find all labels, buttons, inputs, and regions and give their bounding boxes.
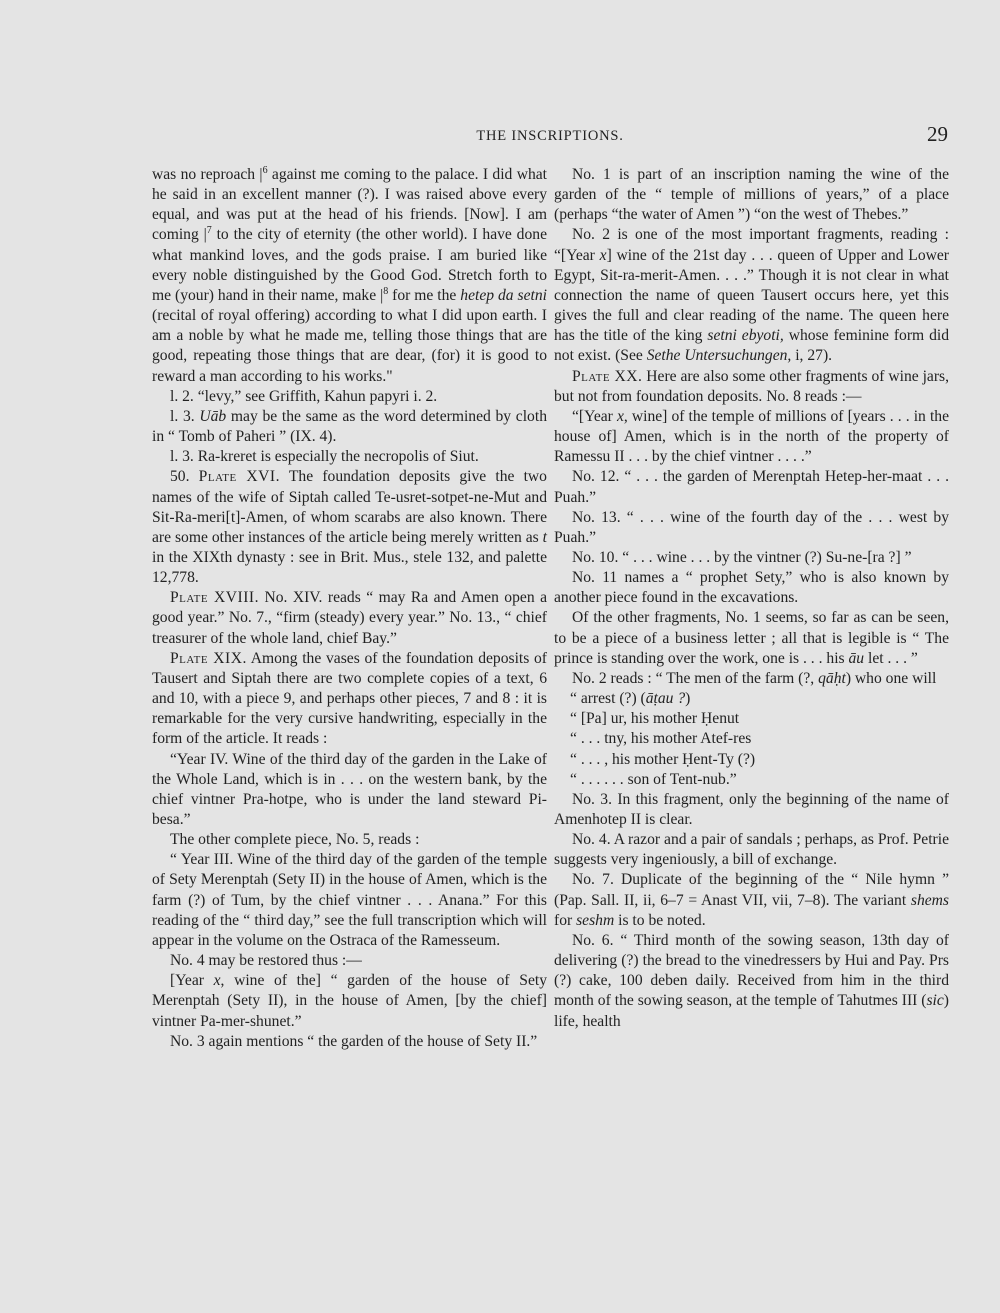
text-run: let . . . ” <box>864 649 918 667</box>
paragraph <box>554 870 949 930</box>
text-run: whose feminine form did not exist. (See <box>554 327 949 365</box>
paragraph <box>554 548 949 568</box>
text-run: ) life, health <box>554 992 949 1030</box>
paragraph <box>152 447 547 467</box>
text-run: āu <box>848 649 865 667</box>
paragraph <box>152 971 547 1031</box>
text-run: No. 1 is part of an inscription naming the wine of the garden of the “ temple of millions of years,” of a place (perhaps “the water of Amen ”) “on the west of Thebes.” <box>554 166 949 224</box>
text-run: x <box>616 407 624 425</box>
text-run: l. 2. “levy,” see Griffith, Kahun papyri i. 2. <box>170 387 438 405</box>
paragraph <box>152 165 547 387</box>
text-run: No. 6. “ Third month of the sowing season, 13th day of delivering (?) the bread to the vinedressers by Hui and Pay. Prs (?) cake, 100 deben daily. Received from him in the third month of the sowing season, at the temple of Tahutmes III ( <box>554 931 949 1010</box>
text-run: 50. <box>170 468 199 486</box>
line-marker: 8 <box>383 285 389 297</box>
text-run: No. 11 names a “ prophet Sety,” who is also known by another piece found in the excavations. <box>554 569 949 607</box>
paragraph <box>152 850 547 951</box>
text-run: No. 4 may be restored thus :— <box>170 952 362 970</box>
left-text-column <box>152 165 547 1052</box>
text-run: No. 2 reads : “ The men of the farm (?, <box>572 669 819 687</box>
text-run: No. XIV. reads “ may Ra and Amen open a good year.” No. 7., “firm (steady) every year.” No. 13., “ chief treasurer of the whole land, chief Bay.” <box>152 589 547 647</box>
paragraph <box>554 790 949 830</box>
text-run: x <box>213 972 221 990</box>
page-number: 29 <box>927 122 948 146</box>
paragraph <box>554 508 949 548</box>
paragraph <box>554 709 949 729</box>
paragraph <box>554 225 949 366</box>
running-title: THE INSCRIPTIONS. <box>476 128 624 144</box>
text-run: [Year <box>170 972 214 990</box>
text-run: (recital of royal offering) according to what I did upon earth. I am a noble by what he made me, telling those things that are good, repeating those things that are dear, (for) it is good to reward a man according to his works." <box>152 307 547 385</box>
paragraph <box>152 467 547 588</box>
text-run: The other complete piece, No. 5, reads : <box>170 831 420 849</box>
text-run: is to be noted. <box>614 911 706 929</box>
paragraph <box>152 830 547 850</box>
text-run: i, 27). <box>791 347 833 365</box>
text-run: No. 12. “ . . . the garden of Merenptah Hetep-her-maat . . . Puah.” <box>554 468 949 506</box>
text-run: “ Year III. Wine of the third day of the garden of the temple of Sety Merenptah (Sety II) in the house of Amen, which is the farm (?) of Tum, by the chief vintner . . . Anana.” For this reading of the “ third day,” see the full transcription which will appear in the volume on the Ostraca of the Ramesseum. <box>152 851 547 949</box>
text-run: āṭau ? <box>645 690 686 708</box>
text-run: No. 7. Duplicate of the beginning of the “ Nile hymn ” (Pap. Sall. II, ii, 6–7 = Anast VII, vii, 7–8). The variant <box>554 871 949 909</box>
text-run: “ . . . . . . son of Tent-nub.” <box>570 770 737 788</box>
paragraph <box>554 770 949 790</box>
text-run: No. 13. “ . . . wine of the fourth day of the . . . west by Puah.” <box>554 508 949 546</box>
text-run: shems <box>910 891 949 909</box>
paragraph <box>554 830 949 870</box>
paragraph <box>554 367 949 407</box>
paragraph <box>152 387 547 407</box>
text-run: Sethe Untersuchungen, <box>646 347 792 365</box>
text-run: sic <box>926 992 944 1010</box>
line-marker: 6 <box>262 164 268 176</box>
paragraph <box>554 669 949 689</box>
right-text-column <box>554 165 949 1032</box>
text-run: setni ebyoti, <box>707 327 784 345</box>
text-run: Plate XIX. <box>170 649 247 667</box>
paragraph <box>152 750 547 831</box>
paragraph <box>554 165 949 225</box>
text-run: No. 4. A razor and a pair of sandals ; perhaps, as Prof. Petrie suggests very ingeniously, a bill of exchange. <box>554 831 949 869</box>
text-run: hetep da setni <box>460 286 547 304</box>
text-run: “ [Pa] ur, his mother Ḥenut <box>570 710 740 728</box>
paragraph <box>554 608 949 668</box>
paragraph <box>152 649 547 750</box>
text-run: “ . . . , his mother Ḥent-Ty (?) <box>570 750 756 768</box>
text-run: may be the same as the word determined by cloth in “ Tomb of Paheri ” (IX. 4). <box>152 407 547 446</box>
text-run: seshm <box>576 911 615 929</box>
text-run: t <box>542 528 547 546</box>
paragraph <box>554 729 949 749</box>
text-run: to the city of eternity (the other world). I have done what mankind loves, and the gods praise. I am buried like every noble distinguished by the Good God. Stretch forth to me (your) hand in their name, make | <box>152 226 547 304</box>
text-run: The foundation deposits give the two names of the wife of Siptah called Te-usret-sotpet-ne-Mut and Sit-Ra-meri[t]-Amen, of whom scarabs are also known. There are some other instances of the article being merely written as <box>152 468 547 546</box>
text-run: ) <box>685 690 691 708</box>
text-run: “Year IV. Wine of the third day of the garden in the Lake of the Whole Land, which is in . . . on the western bank, by the chief vintner Pra-hotpe, who is under the land steward Pi-besa.” <box>152 750 547 828</box>
text-run: Plate XVIII. <box>170 589 259 607</box>
text-run: for me the <box>388 286 461 304</box>
text-run: Among the vases of the foundation deposits of Tausert and Siptah there are two complete copies of a text, 6 and 10, with a piece 9, and perhaps other pieces, 7 and 8 : it is remarkable for the very cursive handwriting, especially in the form of the article. It reads : <box>152 649 548 748</box>
paragraph <box>554 467 949 507</box>
text-run: ) who one will <box>845 669 937 687</box>
text-run: No. 2 is one of the most important fragments, reading : “[Year <box>554 226 949 264</box>
text-run: “ . . . tny, his mother Atef-res <box>570 730 752 748</box>
text-run: Of the other fragments, No. 1 seems, so far as can be seen, to be a piece of a business letter ; all that is legible is “ The prince is standing over the work, one is . . . his <box>554 609 949 667</box>
paragraph <box>554 750 949 770</box>
text-run: “ arrest (?) ( <box>570 690 646 708</box>
paragraph <box>152 1032 547 1052</box>
paragraph <box>554 407 949 467</box>
paragraph <box>152 951 547 971</box>
text-run: l. 3. Ra-kreret is especially the necropolis of Siut. <box>170 448 479 466</box>
text-run: “[Year <box>572 407 617 425</box>
text-run: Plate XX. <box>572 367 643 385</box>
paragraph <box>152 407 547 447</box>
paragraph <box>554 931 949 1032</box>
text-run: in the XIXth dynasty : see in Brit. Mus., stele 132, and palette 12,778. <box>152 548 547 587</box>
text-run: was no reproach | <box>152 166 263 183</box>
text-run: No. 10. “ . . . wine . . . by the vintner (?) Su-ne-[ra ?] ” <box>572 548 912 566</box>
text-run: x <box>599 246 607 264</box>
text-run: qāḥt <box>818 669 846 687</box>
text-run: , wine] of the temple of millions of [years . . . in the house of] Amen, which is in the north of the property of Ramessu II . . . by the chief vintner . . . .” <box>554 407 949 466</box>
text-run: l. 3. <box>170 407 200 425</box>
text-run: for <box>554 911 577 929</box>
text-run: Plate XVI. <box>198 468 281 486</box>
line-marker: 7 <box>206 225 212 237</box>
text-run: against me coming to the palace. I did what he said in an excellent manner (?). I was raised above every equal, and was put at the head of his friends. [Now]. I am coming | <box>152 166 548 244</box>
text-run: No. 3 again mentions “ the garden of the house of Sety II.” <box>170 1032 538 1050</box>
text-run: ] wine of the 21st day . . . queen of Upper and Lower Egypt, Sit-ra-merit-Amen. . . .” Though it is not clear in what connection the name of queen Tausert occurs here, yet this gives the full and clear reading of the name. The queen here has the title of the king <box>554 246 949 345</box>
text-run: Here are also some other fragments of wine jars, but not from foundation deposits. No. 8 reads :— <box>554 367 950 405</box>
text-run: No. 3. In this fragment, only the beginning of the name of Amenhotep II is clear. <box>554 790 949 828</box>
text-run: Uāb <box>199 407 227 425</box>
paragraph <box>152 588 547 648</box>
paragraph <box>554 568 949 608</box>
running-header <box>150 122 950 152</box>
paragraph <box>554 689 949 709</box>
text-run: , wine of the] “ garden of the house of Sety Merenptah (Sety II), in the house of Amen, [by the chief] vintner Pa-mer-shunet.” <box>152 972 547 1030</box>
